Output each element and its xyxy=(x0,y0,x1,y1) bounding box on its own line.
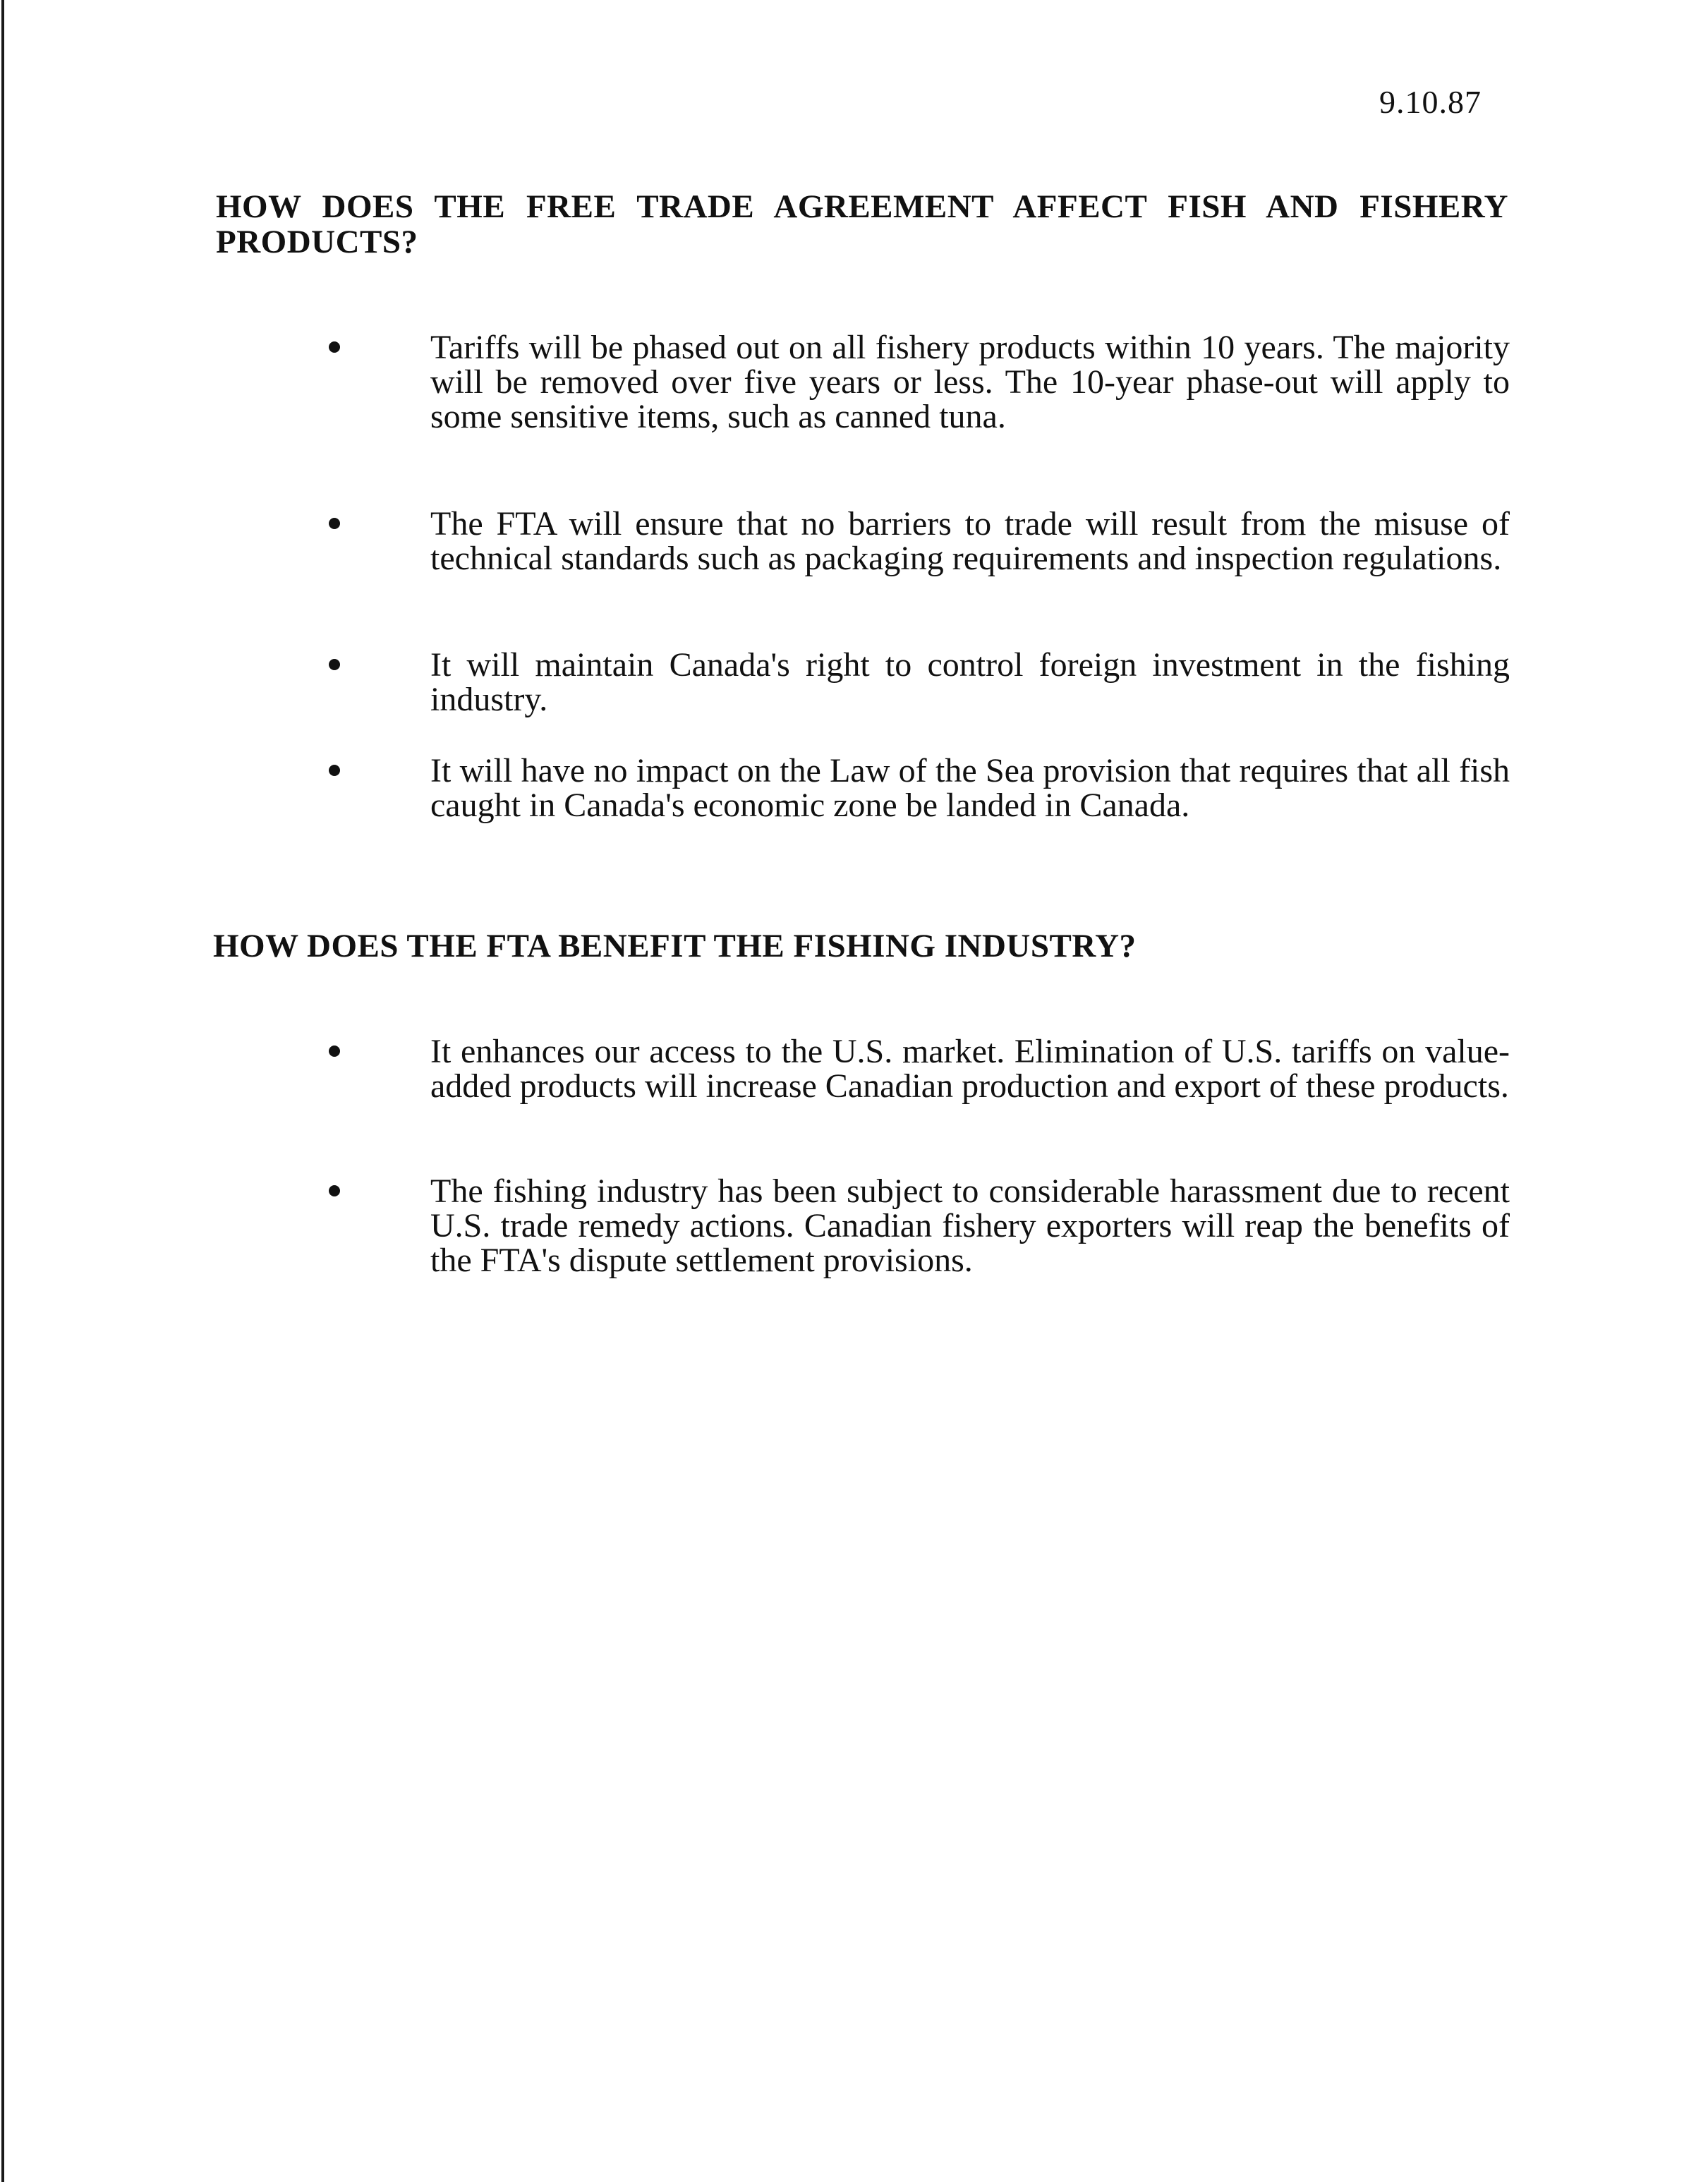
bullet-icon xyxy=(329,341,340,353)
list-item-text: Tariffs will be phased out on all fishery products within 10 years. The majority will be removed over five years or less. The 10-year phase-out will apply to some sensitive items, such as canned tuna. xyxy=(430,329,1510,435)
bullet-icon xyxy=(329,659,340,670)
bullet-icon xyxy=(329,765,340,776)
list-item-text: The fishing industry has been subject to considerable harassment due to recent U.S. trade remedy actions. Canadian fishery exporters will reap the benefits of the FTA's dispute settlement provisions. xyxy=(430,1172,1510,1279)
list-item-text: It will maintain Canada's right to control foreign investment in the fishing industry. xyxy=(430,646,1510,718)
section-heading-fish-products: HOW DOES THE FREE TRADE AGREEMENT AFFECT FISH AND FISHERY PRODUCTS? xyxy=(216,188,1508,260)
scan-edge-line xyxy=(1,0,4,2182)
list-item-text: The FTA will ensure that no barriers to trade will result from the misuse of technical standards such as packaging requirements and inspection regulations. xyxy=(430,505,1510,577)
bullet-icon xyxy=(329,1185,340,1196)
document-date: 9.10.87 xyxy=(1379,84,1482,120)
section-heading-fta-benefit: HOW DOES THE FTA BENEFIT THE FISHING INDUSTRY? xyxy=(213,928,1137,964)
bullet-icon xyxy=(329,1045,340,1057)
bullet-icon xyxy=(329,518,340,529)
list-item-text: It will have no impact on the Law of the Sea provision that requires that all fish caught in Canada's economic zone be landed in Canada. xyxy=(430,752,1510,824)
list-item-text: It enhances our access to the U.S. market. Elimination of U.S. tariffs on value-added products will increase Canadian production and export of these products. xyxy=(430,1033,1510,1105)
